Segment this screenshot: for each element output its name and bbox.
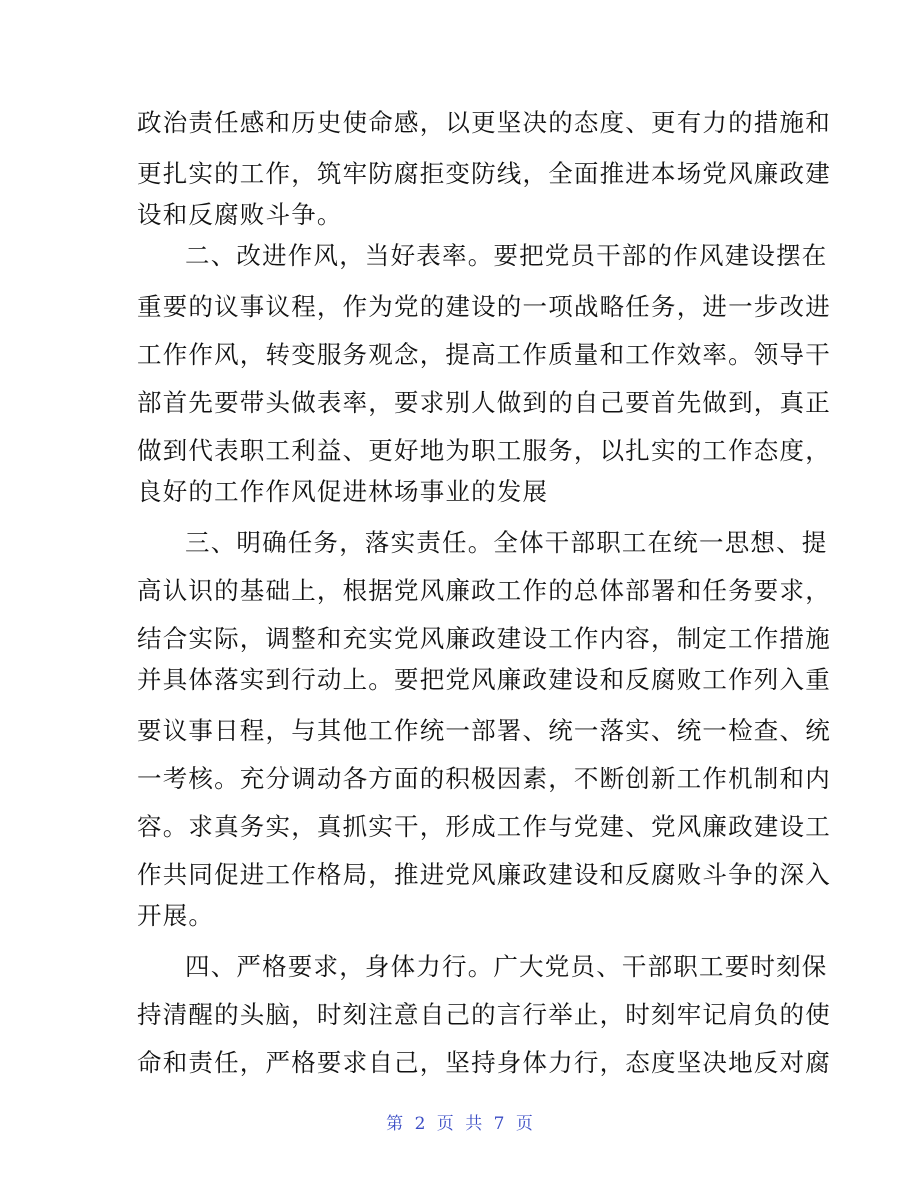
text-line: 要议事日程，与其他工作统一部署、统一落实、统一检查、统 [137, 716, 831, 745]
text-line: 设和反腐败斗争。 [137, 200, 343, 229]
text-line: 一考核。充分调动各方面的积极因素，不断创新工作机制和内 [137, 764, 831, 793]
text-line: 持清醒的头脑，时刻注意自己的言行举止，时刻牢记肩负的使 [137, 1000, 831, 1029]
text-line: 政治责任感和历史使命感，以更坚决的态度、更有力的措施和 [137, 108, 831, 137]
text-line: 四、严格要求，身体力行。广大党员、干部职工要时刻保 [185, 952, 828, 981]
text-line: 良好的工作作风促进林场事业的发展 [137, 477, 549, 506]
text-line: 高认识的基础上，根据党风廉政工作的总体部署和任务要求， [137, 576, 831, 605]
text-line: 命和责任，严格要求自己，坚持身体力行，态度坚决地反对腐 [137, 1048, 831, 1077]
text-line: 重要的议事议程，作为党的建设的一项战略任务，进一步改进 [137, 292, 831, 321]
text-line: 作共同促进工作格局，推进党风廉政建设和反腐败斗争的深入 [137, 860, 831, 889]
text-line: 三、明确任务，落实责任。全体干部职工在统一思想、提 [185, 528, 828, 557]
text-line: 更扎实的工作，筑牢防腐拒变防线，全面推进本场党风廉政建 [137, 159, 831, 188]
page-number-footer: 第 2 页 共 7 页 [386, 1114, 534, 1134]
text-line: 做到代表职工利益、更好地为职工服务，以扎实的工作态度， [137, 436, 831, 465]
text-line: 容。求真务实，真抓实干，形成工作与党建、党风廉政建设工 [137, 812, 831, 841]
text-line: 工作作风，转变服务观念，提高工作质量和工作效率。领导干 [137, 340, 831, 369]
text-line: 开展。 [137, 901, 215, 930]
text-line: 并具体落实到行动上。要把党风廉政建设和反腐败工作列入重 [137, 665, 831, 694]
text-line: 结合实际，调整和充实党风廉政建设工作内容，制定工作措施 [137, 624, 831, 653]
text-line: 部首先要带头做表率，要求别人做到的自己要首先做到，真正 [137, 388, 831, 417]
text-line: 二、改进作风，当好表率。要把党员干部的作风建设摆在 [185, 241, 828, 270]
